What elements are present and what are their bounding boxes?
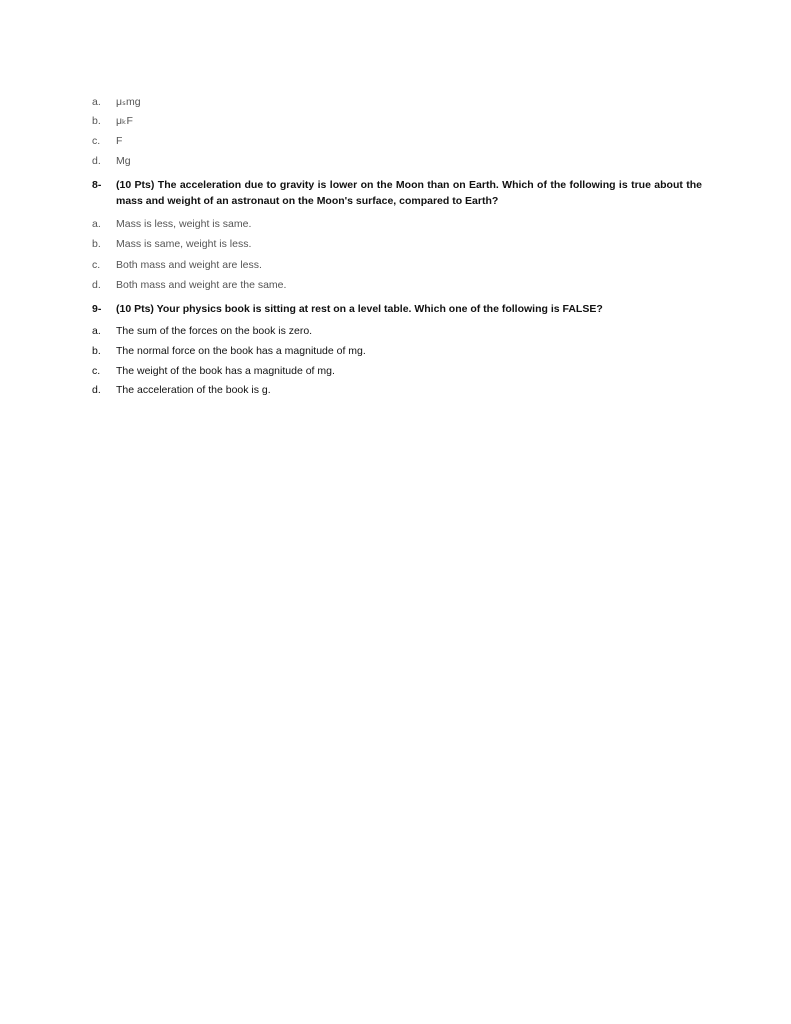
option-text: μₖF xyxy=(116,115,133,127)
option-text: Both mass and weight are the same. xyxy=(116,279,287,291)
option-letter: b. xyxy=(92,115,101,127)
question-text: (10 Pts) Your physics book is sitting at rest on a level table. Which one of the following is FALSE? xyxy=(116,303,603,315)
option-text: Mg xyxy=(116,155,131,167)
option-letter: a. xyxy=(92,325,101,337)
question-text: (10 Pts) The acceleration due to gravity is lower on the Moon than on Earth. Which of the following is true about the mass and weight of an astronaut on the Moon's surface, compared to Earth? xyxy=(116,179,702,207)
option-letter: c. xyxy=(92,259,101,271)
option-letter: d. xyxy=(92,155,101,167)
option-text: F xyxy=(116,135,123,147)
option-letter: d. xyxy=(92,279,101,291)
option-text: The weight of the book has a magnitude of mg. xyxy=(116,365,335,377)
question-number: 8- xyxy=(92,179,102,191)
option-letter: c. xyxy=(92,135,101,147)
option-text: The sum of the forces on the book is zero. xyxy=(116,325,313,337)
option-letter: b. xyxy=(92,345,101,357)
option-text: μₛmg xyxy=(116,96,141,108)
option-letter: a. xyxy=(92,96,101,108)
option-text: The normal force on the book has a magnitude of mg. xyxy=(116,345,366,357)
question-number: 9- xyxy=(92,303,102,315)
option-letter: d. xyxy=(92,384,101,396)
option-letter: a. xyxy=(92,218,101,230)
option-text: Both mass and weight are less. xyxy=(116,259,262,271)
option-letter: b. xyxy=(92,238,101,250)
option-text: The acceleration of the book is g. xyxy=(116,384,271,396)
option-text: Mass is less, weight is same. xyxy=(116,218,252,230)
option-letter: c. xyxy=(92,365,101,377)
option-text: Mass is same, weight is less. xyxy=(116,238,252,250)
